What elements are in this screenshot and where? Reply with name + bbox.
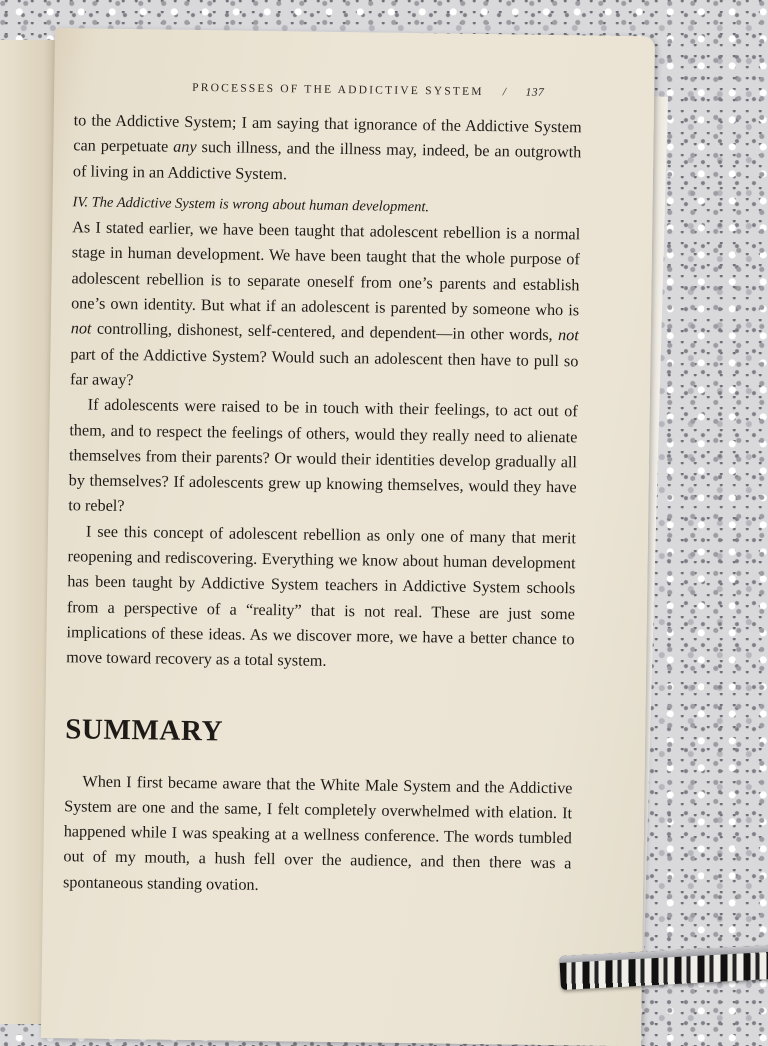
section-subhead: IV. The Addictive System is wrong about human development.: [72, 194, 430, 216]
emphasis-word: not: [70, 319, 92, 338]
summary-paragraph: When I first became aware that the White Male System and the Addictive System are one and the same, I felt completely overwhelmed with elation. It happened while I was speaking at a wellness conference. The words tumbled out of my mouth, a hush fell over the audience, and then there was a spontaneous standing ovation.: [62, 771, 573, 894]
page-number: 137: [525, 86, 545, 99]
running-head-title: PROCESSES OF THE ADDICTIVE SYSTEM: [192, 81, 484, 98]
summary-heading: SUMMARY: [64, 712, 224, 747]
book-page: [41, 28, 655, 1046]
running-head: [192, 82, 622, 100]
emphasis-word: not: [557, 326, 579, 345]
emphasis-word: any: [173, 137, 197, 157]
body-paragraph-3: I see this concept of adolescent rebellion as only one of many that merit reopening and rediscovering. Everything we know about human development has been taught by Addictive System teachers in Addictive System schools from a perspective of a “reality” that is not real. These are just some implications of these ideas. As we discover more, we have a better chance to move toward recovery as a total system.: [66, 522, 577, 671]
body-paragraph-1: As I stated earlier, we have been taught that adolescent rebellion is a normal stage in human development. We have been taught that the whole purpose of adolescent rebellion is to separate oneself from one’s parents and establish one’s own identity. But what if an adolescent is parented by someone who is not controlling, dishonest, self-centered, and dependent—in other words, not part of the Addictive System? Would such an adolescent then have to pull so far away?: [69, 218, 581, 390]
carryover-paragraph: to the Addictive System; I am saying that ignorance of the Addictive System can perpetuate any such illness, and the illness may, indeed, be an outgrowth of living in an Addictive System.: [72, 111, 582, 183]
page-body: [63, 108, 582, 902]
body-paragraph-2: If adolescents were raised to be in touch with their feelings, to act out of them, and to respect the feelings of others, would they really need to alienate themselves from their parents? Or would their identities develop gradually all by themselves? If adolescents grew up knowing themselves, would they have to rebel?: [68, 395, 578, 516]
page-number-separator: /: [502, 86, 507, 99]
